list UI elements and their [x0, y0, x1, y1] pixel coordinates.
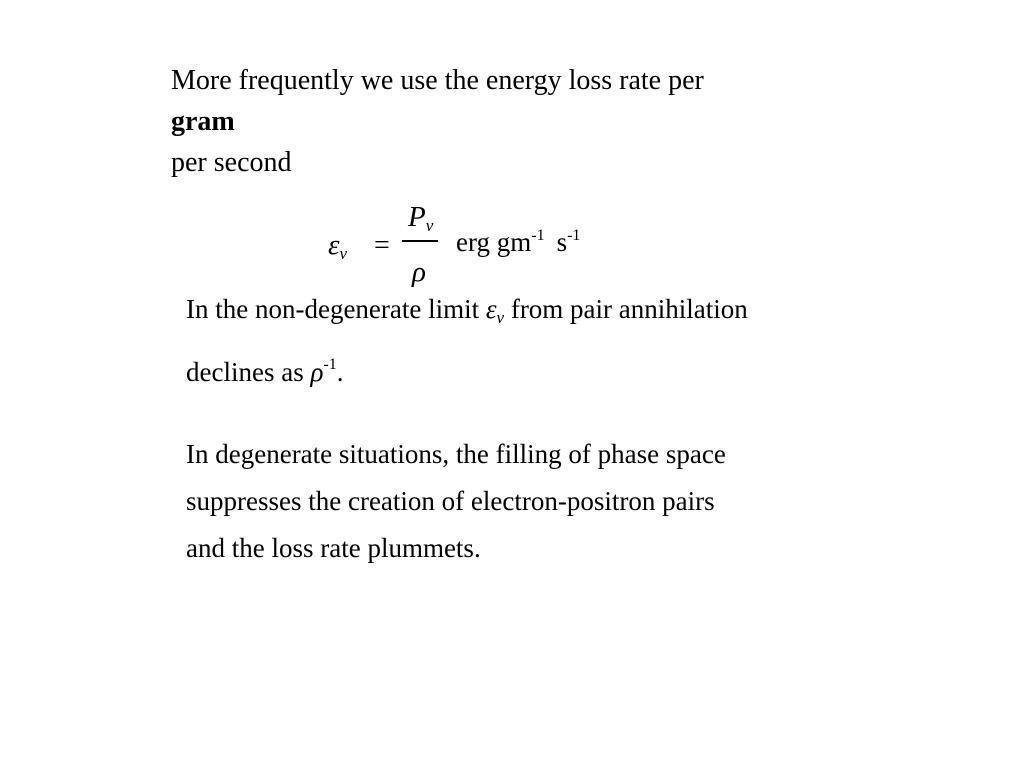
- paragraph2-line: In degenerate situations, the filling of phase space: [186, 439, 726, 469]
- heading-line-2: [171, 101, 704, 142]
- equation-lhs: [328, 231, 347, 262]
- paragraph-non-degenerate: [186, 286, 748, 396]
- paragraph1-line2-end: .: [336, 357, 344, 387]
- equation-units: [456, 228, 580, 256]
- unit-erg-gm: erg gm: [456, 227, 532, 257]
- paragraph1-line1-start: In the non-degenerate limit: [186, 294, 480, 324]
- nu-inline-subscript: ν: [496, 308, 505, 327]
- unit-gm-exponent: -1: [531, 227, 545, 244]
- slide-heading: [171, 60, 704, 183]
- numerator-subscript: ν: [425, 216, 434, 235]
- paragraph1-line1-end: from pair annihilation: [510, 294, 748, 324]
- heading-line-1: More frequently we use the energy loss rate per: [171, 65, 704, 96]
- heading-line-3: per second: [171, 147, 292, 178]
- paragraph2-line: suppresses the creation of electron-positron pairs: [186, 486, 715, 516]
- epsilon-inline-symbol: ε: [485, 294, 497, 324]
- equals-sign: =: [374, 230, 390, 261]
- emissivity-equation: [328, 202, 648, 292]
- paragraph1-line-2: [186, 341, 748, 396]
- paragraph1-line2-start: declines as: [186, 357, 304, 387]
- heading-bold-word: gram: [171, 106, 235, 137]
- nu-subscript: ν: [339, 244, 347, 263]
- epsilon-symbol: ε: [328, 229, 340, 261]
- paragraph-degenerate: [186, 431, 726, 572]
- fraction-denominator: ρ: [412, 256, 426, 288]
- unit-s: s: [556, 227, 568, 257]
- paragraph1-line-1: [186, 286, 748, 341]
- fraction-bar: [402, 240, 438, 242]
- rho-inline-symbol: ρ: [310, 357, 324, 387]
- fraction-numerator: [408, 203, 433, 234]
- power-symbol: P: [408, 201, 426, 233]
- paragraph2-line: and the loss rate plummets.: [186, 533, 481, 563]
- unit-s-exponent: -1: [567, 227, 581, 244]
- rho-exponent: -1: [323, 356, 337, 373]
